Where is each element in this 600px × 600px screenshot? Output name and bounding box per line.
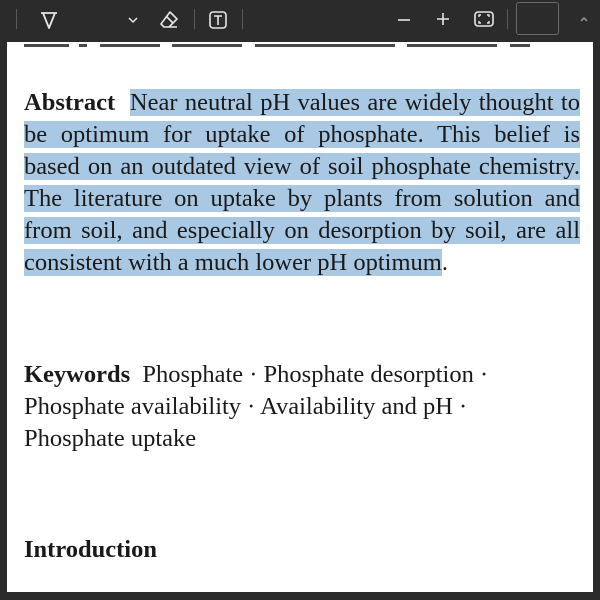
toolbar-divider [242, 9, 243, 29]
keywords-heading: Keywords [24, 361, 131, 388]
text-box-icon[interactable] [206, 8, 230, 32]
plus-icon[interactable] [433, 9, 453, 29]
chevron-down-icon[interactable] [126, 13, 140, 27]
eraser-icon[interactable] [157, 8, 181, 32]
introduction-heading: Introduction [24, 536, 157, 563]
selected-text-highlight[interactable]: Near neutral pH values are widely thought to be optimum for uptake of phosphate. This belief is based on an outdated view of soil phosphate chemistry. The literature on uptake by plants from solution and from soil, and especially on desorption by soil, are all consistent with a much lower pH optimum [24, 89, 580, 276]
minus-icon[interactable] [394, 10, 414, 30]
abstract-heading: Abstract [24, 89, 116, 116]
cropped-text-line [24, 42, 584, 50]
toolbar-divider [507, 9, 508, 29]
color-swatch-button[interactable] [516, 2, 559, 35]
toolbar-divider [194, 9, 195, 29]
toolbar-divider [16, 9, 17, 29]
document-page [7, 42, 593, 592]
chevron-up-icon[interactable] [578, 12, 590, 24]
abstract-tail: . [441, 249, 448, 276]
pen-nib-icon[interactable] [36, 8, 62, 32]
annotation-toolbar [0, 0, 600, 40]
fit-screen-icon[interactable] [472, 8, 496, 30]
keywords-text: Phosphate · Phosphate desorption · Phosphate availability · Availability and pH · Phosphate uptake [24, 361, 489, 452]
keywords-paragraph[interactable] [24, 359, 544, 455]
abstract-paragraph[interactable] [24, 87, 580, 279]
